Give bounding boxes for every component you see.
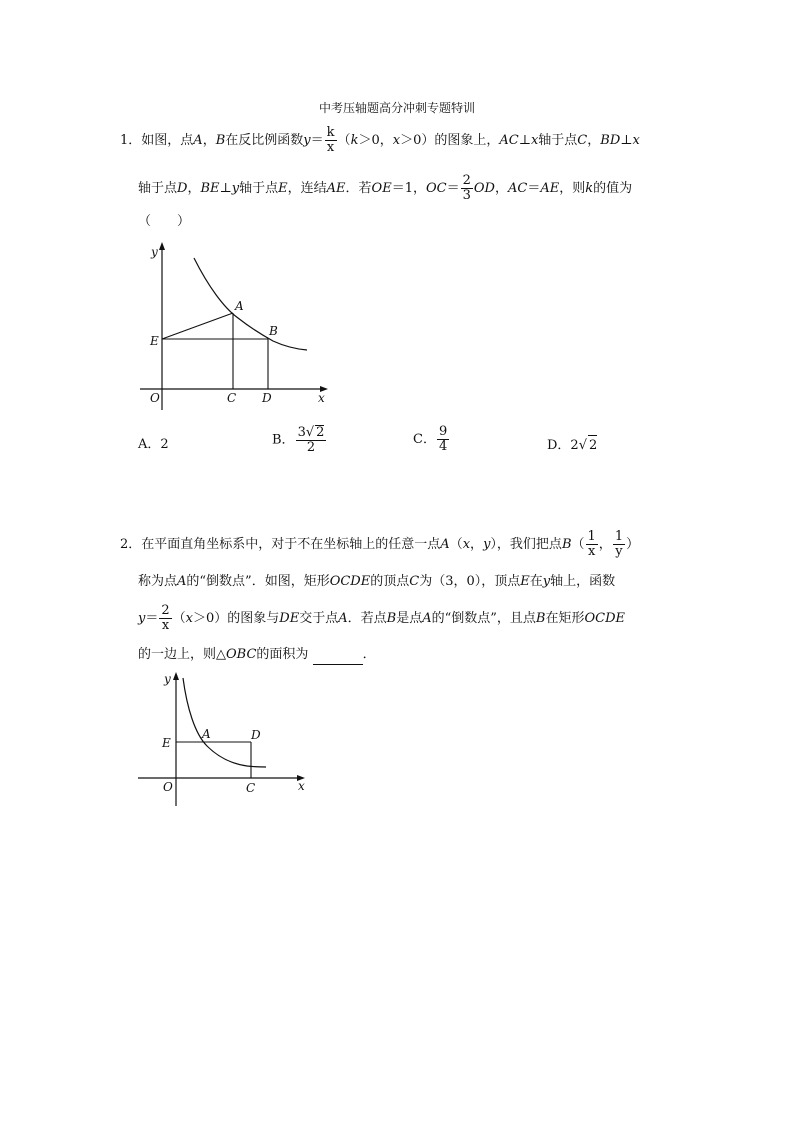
q2-text: 在矩形 [545,611,585,626]
q2-text: 是点 [396,611,423,626]
q1-text: ＞0， [358,133,393,148]
q2-var: DE [279,611,300,626]
frac-den: 3 [462,188,471,203]
frac-num: 1 [614,529,624,544]
q2-text: ＞0）的图象与 [193,611,280,626]
q2-text: ） [626,537,640,552]
q1-text: 的值为 [593,181,633,196]
q1-text: ．若 [345,181,372,196]
q1-label-E: E [150,334,159,348]
q1-option-c[interactable] [413,425,450,454]
q1-text: ⊥ [620,133,633,148]
q1-number: 1． [120,133,142,148]
q1-line-1 [120,126,640,155]
q2-text: 的“倒数点”，且点 [431,611,536,626]
q1-text: ，则 [559,181,586,196]
q1-var: AC [499,133,519,148]
q2-label-O: O [163,780,173,794]
q2-text: 的一边上，则△ [138,647,226,662]
q1-text: ＝ [527,181,541,196]
q1-y-axis-arrow [159,242,165,250]
q1-label-y: y [151,245,158,259]
q2-text: 的面积为 [256,647,309,662]
q1-var: E [278,181,288,196]
q2-var: A [338,611,348,626]
q1-text: （ [337,133,351,148]
q1-text: ⊥ [518,133,531,148]
q2-text: 称为点 [138,574,178,589]
q1-segment-AE [162,313,233,339]
q1-var: x [632,133,640,148]
q1-hyperbola-curve [194,258,307,350]
q2-label-x: x [298,779,305,793]
q2-text: （ [571,537,585,552]
q1-var: k [585,181,594,196]
q2-var: x [185,611,194,626]
q1-option-b[interactable] [272,425,327,455]
q2-var: E [520,574,530,589]
q2-text: ＝ [145,611,159,626]
q2-text: 交于点 [299,611,339,626]
q2-text: 的顶点 [370,574,410,589]
q1-var: AE [326,181,346,196]
q2-text: ． [362,647,376,662]
q1-option-d[interactable] [547,435,597,456]
q1-text: ＝1， [391,181,426,196]
option-label: B． [272,432,295,448]
q1-var: C [577,133,588,148]
q2-var: y [483,537,491,552]
q1-label-x: x [318,391,325,405]
q2-var: x [462,537,471,552]
q2-y-axis-arrow [173,672,179,680]
q2-label-A: A [202,727,211,741]
q1-text: ＞0）的图象上， [400,133,500,148]
q1-var: y [231,181,240,196]
q1-fraction-k-over-x [325,126,337,155]
q1-text: 在反比例函数 [225,133,304,148]
q1-var: y [303,133,311,148]
q1-text: ＝ [310,133,324,148]
q2-text: 在 [529,574,543,589]
option-label: D．2 [547,438,579,453]
frac-num: 3 [297,425,306,440]
frac-num: 2 [462,173,471,188]
q2-answer-blank[interactable] [313,650,363,665]
frac-num: 9 [438,424,448,439]
q2-var: A [440,537,450,552]
q1-var: B [215,133,226,148]
q2-text: （ [172,611,186,626]
frac-den: x [161,618,170,633]
sqrt-symbol: √ [578,438,587,453]
q1-text: 如图，点 [141,133,194,148]
q2-text: ．若点 [347,611,387,626]
q1-text: ， [202,133,216,148]
q1-var: AE [540,181,560,196]
frac-num: 2 [161,603,170,618]
q2-number: 2． [120,537,142,552]
q1-var: AC [508,181,528,196]
sqrt-radicand: 2 [588,435,597,456]
option-label: C． [413,432,436,447]
q2-label-y: y [164,672,171,686]
sqrt-radicand: 2 [316,425,325,440]
q2-text: 轴上，函数 [550,574,616,589]
q2-hyperbola-curve [183,678,266,767]
q2-text: 的“倒数点”．如图，矩形 [186,574,330,589]
q2-text: 在平面直角坐标系中，对于不在坐标轴上的任意一点 [141,537,441,552]
q2-var: B [561,537,572,552]
q1-text: ， [187,181,201,196]
q2-var: OBC [226,647,257,662]
q2-var: OCDE [584,611,626,626]
frac-den: x [587,544,596,559]
q1-label-A: A [235,299,244,313]
q1-text: 轴于点 [138,181,178,196]
q1-option-b-fraction [296,425,327,455]
q1-var: x [530,133,539,148]
q2-line-3 [138,604,625,633]
frac-den: 4 [438,439,448,454]
frac-den: x [326,140,335,155]
q2-var: y [542,574,551,589]
q1-fraction-2-over-3 [461,174,473,203]
q1-var: OD [473,181,495,196]
q2-line-4 [138,645,376,665]
q2-line-1 [120,530,639,559]
q1-text: ， [587,133,601,148]
q1-var: OC [425,181,447,196]
q2-text: ， [598,537,612,552]
q2-fraction-1-over-x [586,530,598,559]
q2-fraction-2-over-x [159,604,171,633]
q2-text: 为（3，0），顶点 [419,574,521,589]
q1-var: BE [200,181,220,196]
page-title: 中考压轴题高分冲刺专题特训 [318,101,475,115]
q1-var: D [177,181,188,196]
frac-num: 1 [587,529,596,544]
q2-label-D: D [251,728,261,742]
q1-text: ＝ [446,181,460,196]
q1-label-C: C [227,391,237,405]
q1-answer-paren: （ ） [138,214,191,229]
sqrt-symbol: √ [305,425,315,440]
q1-figure [130,238,340,413]
q2-label-C: C [246,781,256,795]
q1-line-2 [138,174,632,203]
q2-line-2 [138,572,615,592]
q1-var: A [193,133,203,148]
q1-label-O: O [150,391,160,405]
q2-text: ），我们把点 [490,537,562,552]
frac-den: y [615,544,623,559]
q1-text: 轴于点 [239,181,279,196]
q1-label-B: B [269,324,278,338]
q2-var: A [422,611,432,626]
q2-text: ， [470,537,484,552]
frac-den: 2 [306,440,316,455]
q1-var: k [350,133,359,148]
q2-var: OCDE [329,574,371,589]
q1-option-c-fraction [437,425,449,454]
q2-var: C [409,574,420,589]
q1-text: ， [494,181,508,196]
q2-var: y [138,611,146,626]
q1-var: BD [600,133,621,148]
q1-var: x [392,133,401,148]
q2-figure [135,668,315,808]
frac-num: k [326,125,335,140]
q2-var: B [386,611,397,626]
q1-text: ⊥ [219,181,232,196]
q1-var: OE [371,181,392,196]
q1-option-a[interactable]: A．2 [138,437,169,452]
q2-var: B [535,611,546,626]
q1-text: 轴于点 [538,133,578,148]
q2-fraction-1-over-y [613,530,625,559]
q1-label-D: D [262,391,272,405]
q2-text: （ [449,537,463,552]
q2-var: A [177,574,187,589]
q1-text: ，连结 [287,181,327,196]
q2-label-E: E [162,736,171,750]
